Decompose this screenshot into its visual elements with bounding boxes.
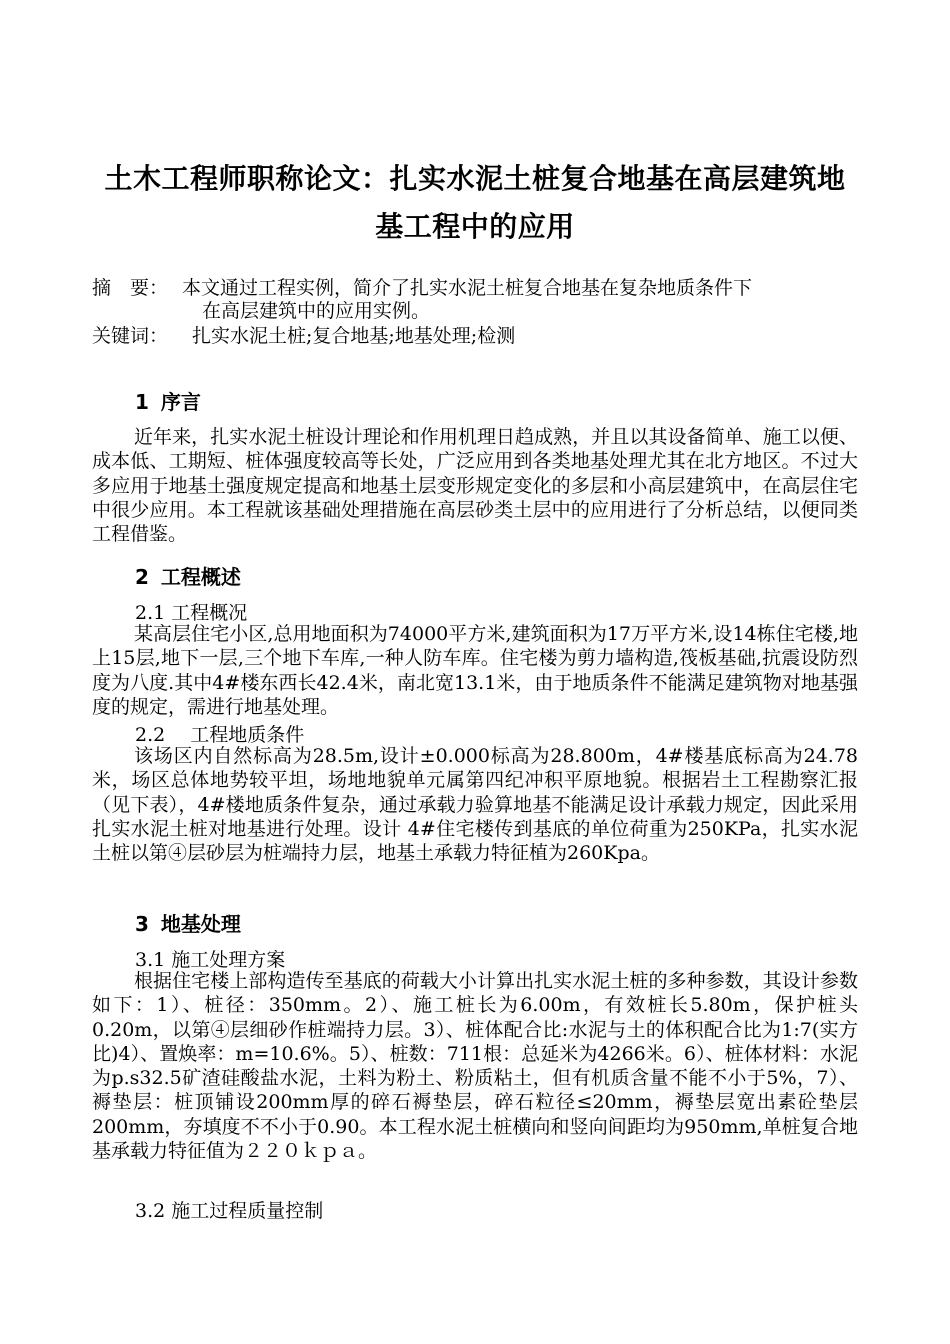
section-number: 3 — [135, 912, 149, 936]
section-title: 序言 — [160, 390, 201, 414]
abstract-text-line2: 在高层建筑中的应用实例。 — [202, 300, 431, 322]
section-3-heading — [135, 908, 241, 937]
section-2-1-paragraph: 某高层住宅小区,总用地面积为74000平方米,建筑面积为17万平方米,设14栋住宅楼,地上15层,地下一层,三个地下车库,一种人防车库。住宅楼为剪力墙构造,筏板基础,抗震设防烈度为八度.其中4#楼东西长42.4米，南北宽13.1米，由于地质条件不能满足建筑物对地基强度的规定，需进行地基处理。 — [92, 623, 858, 718]
keywords-label: 关键词： — [92, 325, 169, 347]
subsection-2-2-heading: 2.2 工程地质条件 — [135, 724, 305, 746]
abstract-label: 摘 要： — [92, 277, 169, 299]
section-2-2-paragraph: 该场区内自然标高为28.5m,设计±0.000标高为28.800m，4#楼基底标高为24.78米，场区总体地势较平坦，场地地貌单元属第四纪冲积平原地貌。根据岩土工程勘察汇报（见下表），4#楼地质条件复杂，通过承载力验算地基不能满足设计承载力规定，因此采用扎实水泥土桩对地基进行处理。设计 4#住宅楼传到基底的单位荷重为250KPa，扎实水泥土桩以第④层砂层为桩端持力层，地基土承载力特征植为260Kpa。 — [92, 745, 858, 865]
section-title: 工程概述 — [160, 565, 241, 589]
abstract-text-line1: 本文通过工程实例，简介了扎实水泥土桩复合地基在复杂地质条件下 — [182, 277, 753, 299]
section-2-heading — [135, 561, 241, 590]
subsection-3-2-heading: 3.2 施工过程质量控制 — [135, 1200, 324, 1222]
section-1-paragraph: 近年来，扎实水泥土桩设计理论和作用机理日趋成熟，并且以其设备简单、施工以便、成本低、工期短、桩体强度较高等长处，广泛应用到各类地基处理尤其在北方地区。不过大多应用于地基土强度规定提高和地基土层变形规定变化的多层和小高层建筑中，在高层住宅中很少应用。本工程就该基础处理措施在高层砂类土层中的应用进行了分析总结，以便同类工程借鉴。 — [92, 426, 858, 546]
section-number: 2 — [135, 565, 149, 589]
keywords-text: 扎实水泥土桩;复合地基;地基处理;检测 — [192, 325, 516, 347]
document-title-line1: 土木工程师职称论文：扎实水泥土桩复合地基在高层建筑地 — [104, 162, 846, 195]
subsection-3-1-heading: 3.1 施工处理方案 — [135, 949, 286, 971]
section-number: 1 — [135, 390, 149, 414]
section-title: 地基处理 — [160, 912, 241, 936]
section-1-heading — [135, 386, 201, 415]
document-title-line2: 基工程中的应用 — [375, 210, 575, 243]
section-3-1-paragraph: 根据住宅楼上部构造传至基底的荷载大小计算出扎实水泥土桩的多种参数，其设计参数如下：1）、桩径：350mm。2）、施工桩长为6.00m，有效桩长5.80m，保护桩头0.20m，以第④层细砂作桩端持力层。3）、桩体配合比:水泥与土的体积配合比为1:7(实方比)4）、置焕率：m=10.6%。5）、桩数：711根：总延米为4266米。6）、桩体材料：水泥为p.s32.5矿渣硅酸盐水泥，土料为粉土、粉质粘土，但有机质含量不能不小于5%，7）、褥垫层：桩顶铺设200mm厚的碎石褥垫层，碎石粒径≤20mm，褥垫层宽出素砼垫层200mm，夯填度不不小于0.90。本工程水泥土桩横向和竖向间距均为950mm,单桩复合地基承载力特征值为２２０ｋｐａ。 — [92, 970, 858, 1163]
subsection-2-1-heading: 2.1 工程概况 — [135, 602, 248, 624]
